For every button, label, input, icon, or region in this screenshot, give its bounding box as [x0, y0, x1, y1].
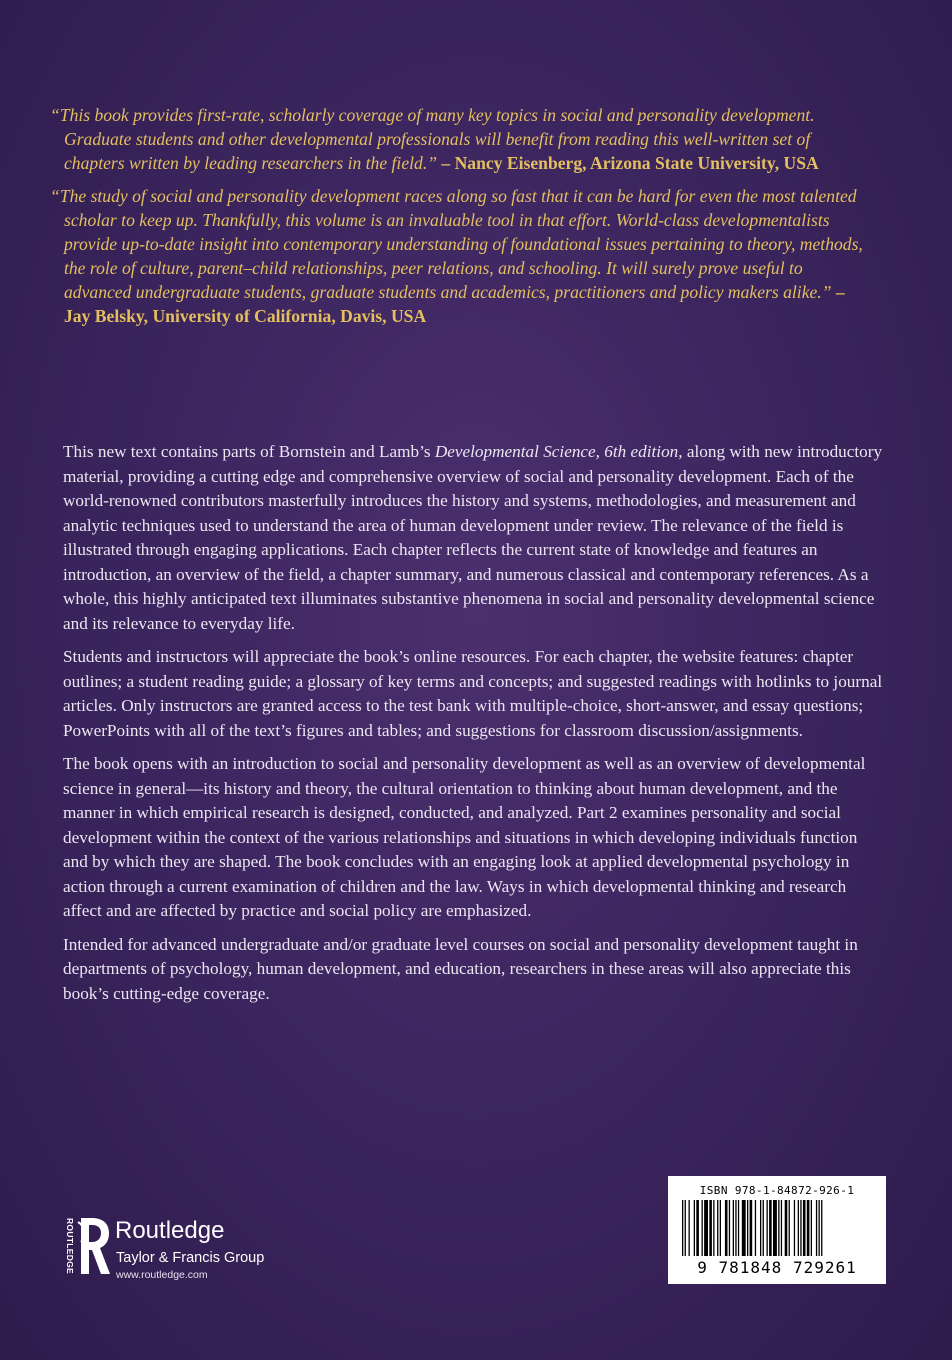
barcode-bar: [760, 1200, 761, 1256]
barcode-bar: [803, 1200, 806, 1256]
endorsement-text: “The study of social and personality development races along so fast that it can be hard for even the most talented scholar to keep up. Thankfully, this volume is an invaluable tool in that effort. World-class developmentalists provide up-to-date insight into contemporary understanding of foundational issues pertaining to theory, methods, the role of culture, parent–child relationships, peer relations, and schooling. It will surely prove useful to advanced undergraduate students, graduate students and academics, practitioners and policy makers alike.”: [50, 186, 863, 302]
description-paragraph-3: The book opens with an introduction to social and personality development as well as an overview of developmental science in general—its history and theory, the cultural orientation to thinking about human development, and the manner in which empirical research is designed, conducted, and analyzed. Part 2 examines personality and social development within the context of the various relationships and situations in which developing individuals function and by which they are shaped. The book concludes with an engaging look at applied developmental psychology in action through a current examination of children and the law. Ways in which developmental thinking and research affect and are affected by practice and social policy are emphasized.: [63, 754, 866, 920]
barcode-bar: [694, 1200, 695, 1256]
barcode-bar: [696, 1200, 699, 1256]
endorsement-attribution: – Nancy Eisenberg, Arizona State University, USA: [441, 153, 819, 173]
barcode-bar: [794, 1200, 795, 1256]
barcode-bar: [763, 1200, 764, 1256]
barcode-bar: [729, 1200, 730, 1256]
barcode-bars: [682, 1200, 872, 1256]
barcode-bar: [750, 1200, 753, 1256]
barcode-bar: [755, 1200, 756, 1256]
barcode-bar: [717, 1200, 718, 1256]
routledge-r-logo-icon: [77, 1216, 111, 1281]
barcode-bar: [800, 1200, 801, 1256]
barcode-bar: [769, 1200, 772, 1256]
barcode-bar: [773, 1200, 777, 1256]
barcode-bar: [704, 1200, 708, 1256]
publisher-group: Taylor & Francis Group: [116, 1250, 265, 1266]
barcode-bar: [781, 1200, 782, 1256]
description-paragraph-1: [63, 440, 883, 636]
isbn-barcode: [668, 1176, 886, 1284]
description-p1-start: This new text contains parts of Bornstein and Lamb’s: [63, 442, 435, 461]
barcode-bar: [725, 1200, 728, 1256]
publisher-name: Routledge: [115, 1217, 225, 1244]
barcode-bar: [713, 1200, 714, 1256]
barcode-bar: [738, 1200, 739, 1256]
endorsement-belsky: [50, 184, 865, 328]
endorsement-eisenberg: [50, 103, 865, 175]
endorsement-attribution: – Jay Belsky, University of California, Davis, USA: [64, 282, 845, 326]
publisher-vertical-label: ROUTLEDGE: [64, 1217, 75, 1275]
description-paragraph-4: Intended for advanced undergraduate and/or graduate level courses on social and personality development taught in departments of psychology, human development, and education, researchers in these areas will also appreciate this book’s cutting-edge coverage.: [63, 934, 858, 1003]
barcode-bar: [819, 1200, 820, 1256]
isbn-label: ISBN 978-1-84872-926-1: [699, 1184, 855, 1197]
barcode-bar: [785, 1200, 788, 1256]
book-description: [63, 440, 883, 1006]
barcode-bar: [720, 1200, 721, 1256]
barcode-bar: [709, 1200, 712, 1256]
endorsement-text: “This book provides first-rate, scholarly coverage of many key topics in social and personality development. Graduate students and other developmental professionals will benefit from reading this well-written set of chapters written by leading researchers in the field.”: [50, 105, 815, 173]
description-p1-rest: along with new introductory material, providing a cutting edge and comprehensive overview of social and personality development. Each of the world-renowned contributors masterfully introduces the history and systems, methodologies, and measurement and analytic techniques used to understand the area of human development under review. The relevance of the field is illustrated through engaging applications. Each chapter reflects the current state of knowledge and features an introduction, an overview of the field, a chapter summary, and numerous classical and contemporary references. As a whole, this highly anticipated text illuminates substantive phenomena in social and personality developmental science and its relevance to everyday life.: [63, 442, 883, 633]
barcode-bar: [811, 1200, 812, 1256]
barcode-bar: [778, 1200, 779, 1256]
barcode-bar: [735, 1200, 736, 1256]
barcode-bar: [821, 1200, 822, 1256]
barcode-bar: [689, 1200, 690, 1256]
barcode-bar: [747, 1200, 748, 1256]
publisher-vertical-wordmark: [63, 1214, 76, 1278]
barcode-bar: [742, 1200, 746, 1256]
endorsements: [50, 103, 865, 328]
barcode-bar: [702, 1200, 703, 1256]
barcode-bar: [816, 1200, 817, 1256]
ean-digits: 9 781848 729261: [697, 1258, 857, 1277]
publisher-url: www.routledge.com: [116, 1269, 208, 1281]
barcode-bar: [807, 1200, 810, 1256]
barcode-bar: [733, 1200, 734, 1256]
description-paragraph-2: Students and instructors will appreciate the book’s online resources. For each chapter, the website features: chapter outlines; a student reading guide; a glossary of key terms and concepts; and suggested readings with hotlinks to journal articles. Only instructors are granted access to the test bank with multiple-choice, short-answer, and essay questions; PowerPoints with all of the text’s figures and tables; and suggestions for classroom discussion/assignments.: [63, 647, 883, 740]
barcode-bar: [798, 1200, 799, 1256]
barcode-bar: [789, 1200, 790, 1256]
publisher-logo-block: [63, 1214, 323, 1280]
book-title-reference: Developmental Science, 6th edition,: [434, 442, 683, 461]
barcode-bar: [682, 1200, 683, 1256]
barcode-bar: [685, 1200, 686, 1256]
barcode-bar: [767, 1200, 768, 1256]
